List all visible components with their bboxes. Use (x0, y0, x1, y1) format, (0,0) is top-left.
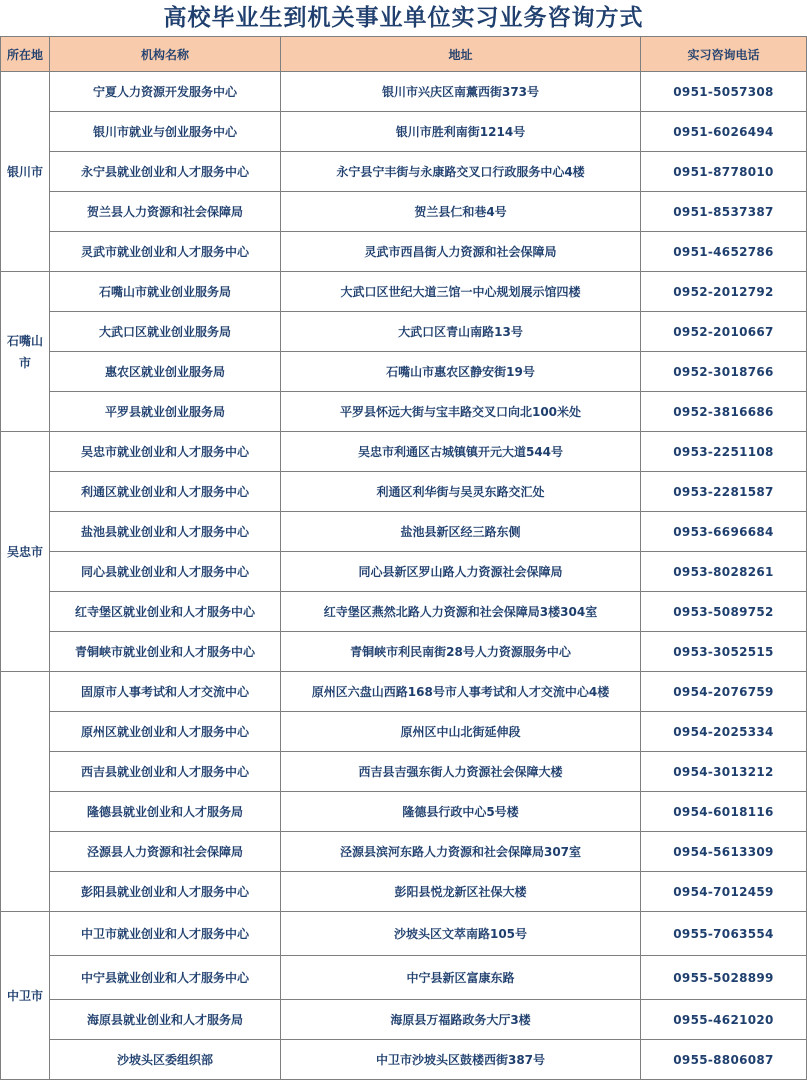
header-org: 机构名称 (50, 37, 281, 72)
org-cell: 彭阳县就业创业和人才服务中心 (50, 872, 281, 912)
org-cell: 永宁县就业创业和人才服务中心 (50, 152, 281, 192)
address-cell: 中宁县新区富康东路 (281, 956, 641, 1000)
table-row (1, 72, 807, 112)
org-cell: 中卫市就业创业和人才服务中心 (50, 912, 281, 956)
org-cell: 同心县就业创业和人才服务中心 (50, 552, 281, 592)
phone-cell: 0953-6696684 (641, 512, 807, 552)
org-cell: 海原县就业创业和人才服务局 (50, 1000, 281, 1040)
address-cell: 中卫市沙坡头区鼓楼西街387号 (281, 1040, 641, 1080)
address-cell: 银川市胜利南街1214号 (281, 112, 641, 152)
org-cell: 大武口区就业创业服务局 (50, 312, 281, 352)
phone-cell: 0952-2010667 (641, 312, 807, 352)
org-cell: 中宁县就业创业和人才服务中心 (50, 956, 281, 1000)
address-cell: 海原县万福路政务大厅3楼 (281, 1000, 641, 1040)
table-row (1, 192, 807, 232)
phone-cell: 0954-7012459 (641, 872, 807, 912)
address-cell: 原州区中山北街延伸段 (281, 712, 641, 752)
phone-cell: 0955-7063554 (641, 912, 807, 956)
phone-cell: 0955-8806087 (641, 1040, 807, 1080)
phone-cell: 0951-5057308 (641, 72, 807, 112)
table-row (1, 472, 807, 512)
address-cell: 泾源县滨河东路人力资源和社会保障局307室 (281, 832, 641, 872)
city-cell (1, 672, 50, 912)
org-cell: 青铜峡市就业创业和人才服务中心 (50, 632, 281, 672)
table-row (1, 312, 807, 352)
table-row (1, 352, 807, 392)
org-cell: 原州区就业创业和人才服务中心 (50, 712, 281, 752)
table-row (1, 712, 807, 752)
address-cell: 红寺堡区燕然北路人力资源和社会保障局3楼304室 (281, 592, 641, 632)
org-cell: 沙坡头区委组织部 (50, 1040, 281, 1080)
table-row (1, 232, 807, 272)
address-cell: 青铜峡市利民南街28号人力资源服务中心 (281, 632, 641, 672)
address-cell: 原州区六盘山西路168号市人事考试和人才交流中心4楼 (281, 672, 641, 712)
table-row (1, 872, 807, 912)
address-cell: 贺兰县仁和巷4号 (281, 192, 641, 232)
address-cell: 利通区利华街与吴灵东路交汇处 (281, 472, 641, 512)
address-cell: 隆德县行政中心5号楼 (281, 792, 641, 832)
org-cell: 吴忠市就业创业和人才服务中心 (50, 432, 281, 472)
address-cell: 吴忠市利通区古城镇镇开元大道544号 (281, 432, 641, 472)
table-row (1, 832, 807, 872)
org-cell: 盐池县就业创业和人才服务中心 (50, 512, 281, 552)
org-cell: 宁夏人力资源开发服务中心 (50, 72, 281, 112)
phone-cell: 0953-2281587 (641, 472, 807, 512)
address-cell: 银川市兴庆区南薰西街373号 (281, 72, 641, 112)
table-row (1, 1000, 807, 1040)
org-cell: 泾源县人力资源和社会保障局 (50, 832, 281, 872)
address-cell: 大武口区青山南路13号 (281, 312, 641, 352)
org-cell: 平罗县就业创业服务局 (50, 392, 281, 432)
table-row (1, 152, 807, 192)
table-body (1, 72, 807, 1080)
org-cell: 西吉县就业创业和人才服务中心 (50, 752, 281, 792)
phone-cell: 0954-2076759 (641, 672, 807, 712)
address-cell: 沙坡头区文萃南路105号 (281, 912, 641, 956)
phone-cell: 0952-3018766 (641, 352, 807, 392)
phone-cell: 0953-8028261 (641, 552, 807, 592)
phone-cell: 0951-4652786 (641, 232, 807, 272)
city-cell: 吴忠市 (1, 432, 50, 672)
phone-cell: 0953-5089752 (641, 592, 807, 632)
org-cell: 灵武市就业创业和人才服务中心 (50, 232, 281, 272)
contact-table (0, 36, 807, 1080)
table-row (1, 1040, 807, 1080)
org-cell: 利通区就业创业和人才服务中心 (50, 472, 281, 512)
phone-cell: 0954-6018116 (641, 792, 807, 832)
phone-cell: 0954-5613309 (641, 832, 807, 872)
address-cell: 石嘴山市惠农区静安街19号 (281, 352, 641, 392)
phone-cell: 0952-3816686 (641, 392, 807, 432)
address-cell: 平罗县怀远大街与宝丰路交叉口向北100米处 (281, 392, 641, 432)
header-address: 地址 (281, 37, 641, 72)
city-cell: 中卫市 (1, 912, 50, 1080)
table-row (1, 752, 807, 792)
phone-cell: 0951-8778010 (641, 152, 807, 192)
phone-cell: 0953-3052515 (641, 632, 807, 672)
table-row (1, 672, 807, 712)
address-cell: 大武口区世纪大道三馆一中心规划展示馆四楼 (281, 272, 641, 312)
address-cell: 永宁县宁丰街与永康路交叉口行政服务中心4楼 (281, 152, 641, 192)
address-cell: 西吉县吉强东街人力资源社会保障大楼 (281, 752, 641, 792)
phone-cell: 0952-2012792 (641, 272, 807, 312)
address-cell: 同心县新区罗山路人力资源社会保障局 (281, 552, 641, 592)
phone-cell: 0954-3013212 (641, 752, 807, 792)
header-phone: 实习咨询电话 (641, 37, 807, 72)
org-cell: 贺兰县人力资源和社会保障局 (50, 192, 281, 232)
org-cell: 惠农区就业创业服务局 (50, 352, 281, 392)
table-row (1, 912, 807, 956)
address-cell: 彭阳县悦龙新区社保大楼 (281, 872, 641, 912)
city-cell: 石嘴山市 (1, 272, 50, 432)
table-row (1, 956, 807, 1000)
table-row (1, 392, 807, 432)
phone-cell: 0955-4621020 (641, 1000, 807, 1040)
header-city: 所在地 (1, 37, 50, 72)
table-row (1, 112, 807, 152)
table-row (1, 552, 807, 592)
header-row (1, 37, 807, 72)
phone-cell: 0954-2025334 (641, 712, 807, 752)
table-row (1, 792, 807, 832)
org-cell: 固原市人事考试和人才交流中心 (50, 672, 281, 712)
table-row (1, 512, 807, 552)
page-title: 高校毕业生到机关事业单位实习业务咨询方式 (163, 5, 644, 31)
table-row (1, 632, 807, 672)
phone-cell: 0953-2251108 (641, 432, 807, 472)
phone-cell: 0951-8537387 (641, 192, 807, 232)
org-cell: 红寺堡区就业创业和人才服务中心 (50, 592, 281, 632)
table-row (1, 432, 807, 472)
org-cell: 隆德县就业创业和人才服务局 (50, 792, 281, 832)
address-cell: 灵武市西昌街人力资源和社会保障局 (281, 232, 641, 272)
table-row (1, 592, 807, 632)
phone-cell: 0951-6026494 (641, 112, 807, 152)
phone-cell: 0955-5028899 (641, 956, 807, 1000)
org-cell: 石嘴山市就业创业服务局 (50, 272, 281, 312)
address-cell: 盐池县新区经三路东侧 (281, 512, 641, 552)
table-row (1, 272, 807, 312)
org-cell: 银川市就业与创业服务中心 (50, 112, 281, 152)
city-cell: 银川市 (1, 72, 50, 272)
